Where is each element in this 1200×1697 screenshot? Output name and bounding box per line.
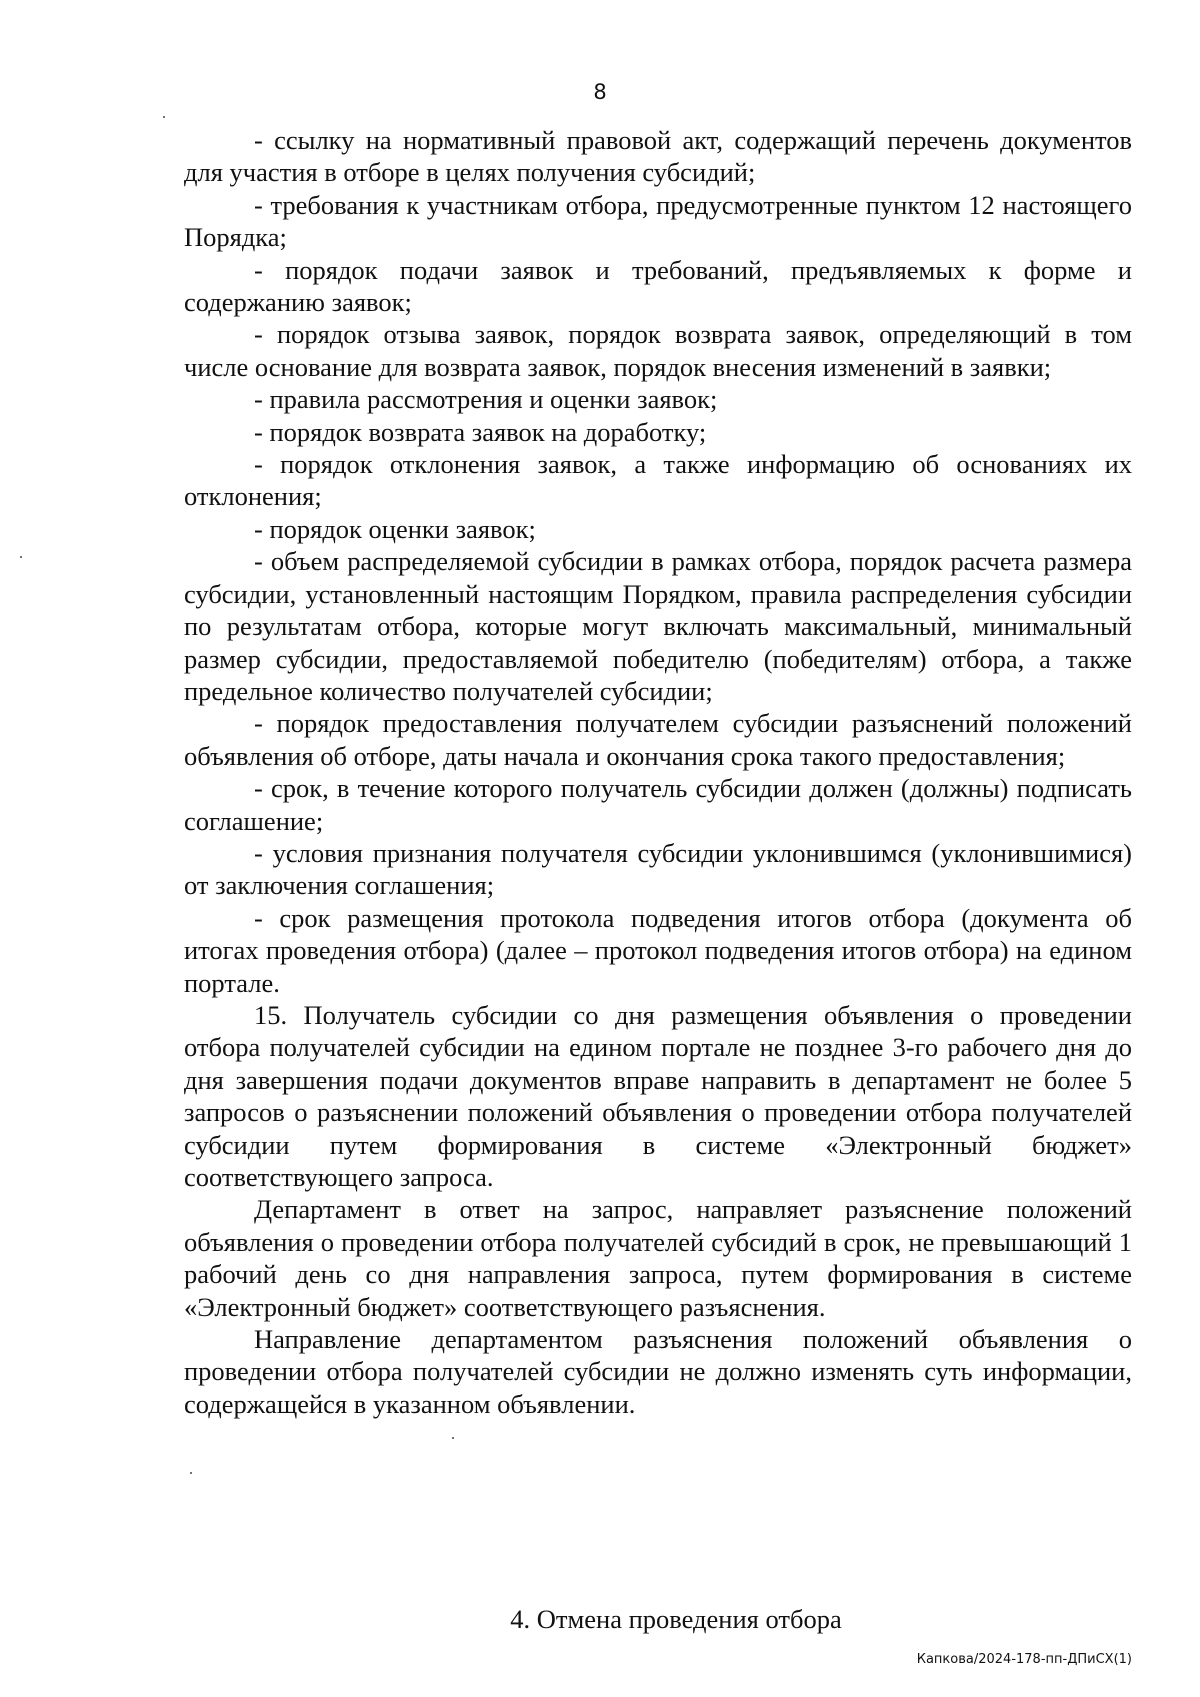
footer-reference: Капкова/2024-178-пп-ДПиСХ(1) — [916, 1652, 1132, 1667]
section-heading: 4. Отмена проведения отбора — [510, 1604, 842, 1634]
paragraph: Направление департаментом разъяснения положений объявления о проведении отбора получателей субсидии не должно изменять суть информации, содержащейся в указанном объявлении. — [184, 1324, 1132, 1419]
list-item: - срок, в течение которого получатель субсидии должен (должны) подписать соглашение; — [184, 773, 1132, 836]
list-item: - порядок отзыва заявок, порядок возврата заявок, определяющий в том числе основание для возврата заявок, порядок внесения изменений в заявки; — [184, 319, 1132, 382]
list-item: - порядок оценки заявок; — [254, 513, 536, 544]
scan-speck — [163, 116, 165, 118]
list-item: - порядок возврата заявок на доработку; — [254, 416, 707, 447]
list-item: - ссылку на нормативный правовой акт, содержащий перечень документов для участия в отборе в целях получения субсидий; — [184, 125, 1132, 188]
list-item: - правила рассмотрения и оценки заявок; — [254, 384, 718, 415]
scan-speck — [190, 1472, 192, 1474]
list-item: - срок размещения протокола подведения итогов отбора (документа об итогах проведения отбора) (далее – протокол подведения итогов отбора) на едином портале. — [184, 902, 1132, 998]
list-item: - объем распределяемой субсидии в рамках отбора, порядок расчета размера субсидии, установленный настоящим Порядком, правила распределения субсидии по результатам отбора, которые могут включать максимальный, минимальный размер субсидии, предоставляемой победителю (победителям) отбора, а также предельное количество получателей субсидии; — [184, 546, 1132, 706]
scan-speck — [452, 1437, 454, 1439]
paragraph: Департамент в ответ на запрос, направляет разъяснение положений объявления о проведении отбора получателей субсидий в срок, не превышающий 1 рабочий день со дня направления запроса, путем формирования в системе «Электронный бюджет» соответствующего разъяснения. — [184, 1194, 1132, 1322]
list-item: - порядок отклонения заявок, а также информацию об основаниях их отклонения; — [184, 449, 1132, 512]
paragraph-15: 15. Получатель субсидии со дня размещения объявления о проведении отбора получателей субсидии на едином портале не позднее 3-го рабочего дня до дня завершения подачи документов вправе направить в департамент не более 5 запросов о разъяснении положений объявления о проведении отбора получателей субсидии путем формирования в системе «Электронный бюджет» соответствующего запроса. — [184, 999, 1132, 1192]
list-item: - условия признания получателя субсидии уклонившимся (уклонившимися) от заключения соглашения; — [184, 837, 1132, 901]
scan-speck — [20, 556, 22, 558]
document-body — [184, 124, 1132, 1420]
list-item: - порядок подачи заявок и требований, предъявляемых к форме и содержанию заявок; — [184, 254, 1132, 318]
list-item: - порядок предоставления получателем субсидии разъяснений положений объявления об отборе, даты начала и окончания срока такого предоставления; — [184, 708, 1132, 771]
page-number: 8 — [593, 80, 607, 104]
list-item: - требования к участникам отбора, предусмотренные пунктом 12 настоящего Порядка; — [184, 189, 1132, 253]
